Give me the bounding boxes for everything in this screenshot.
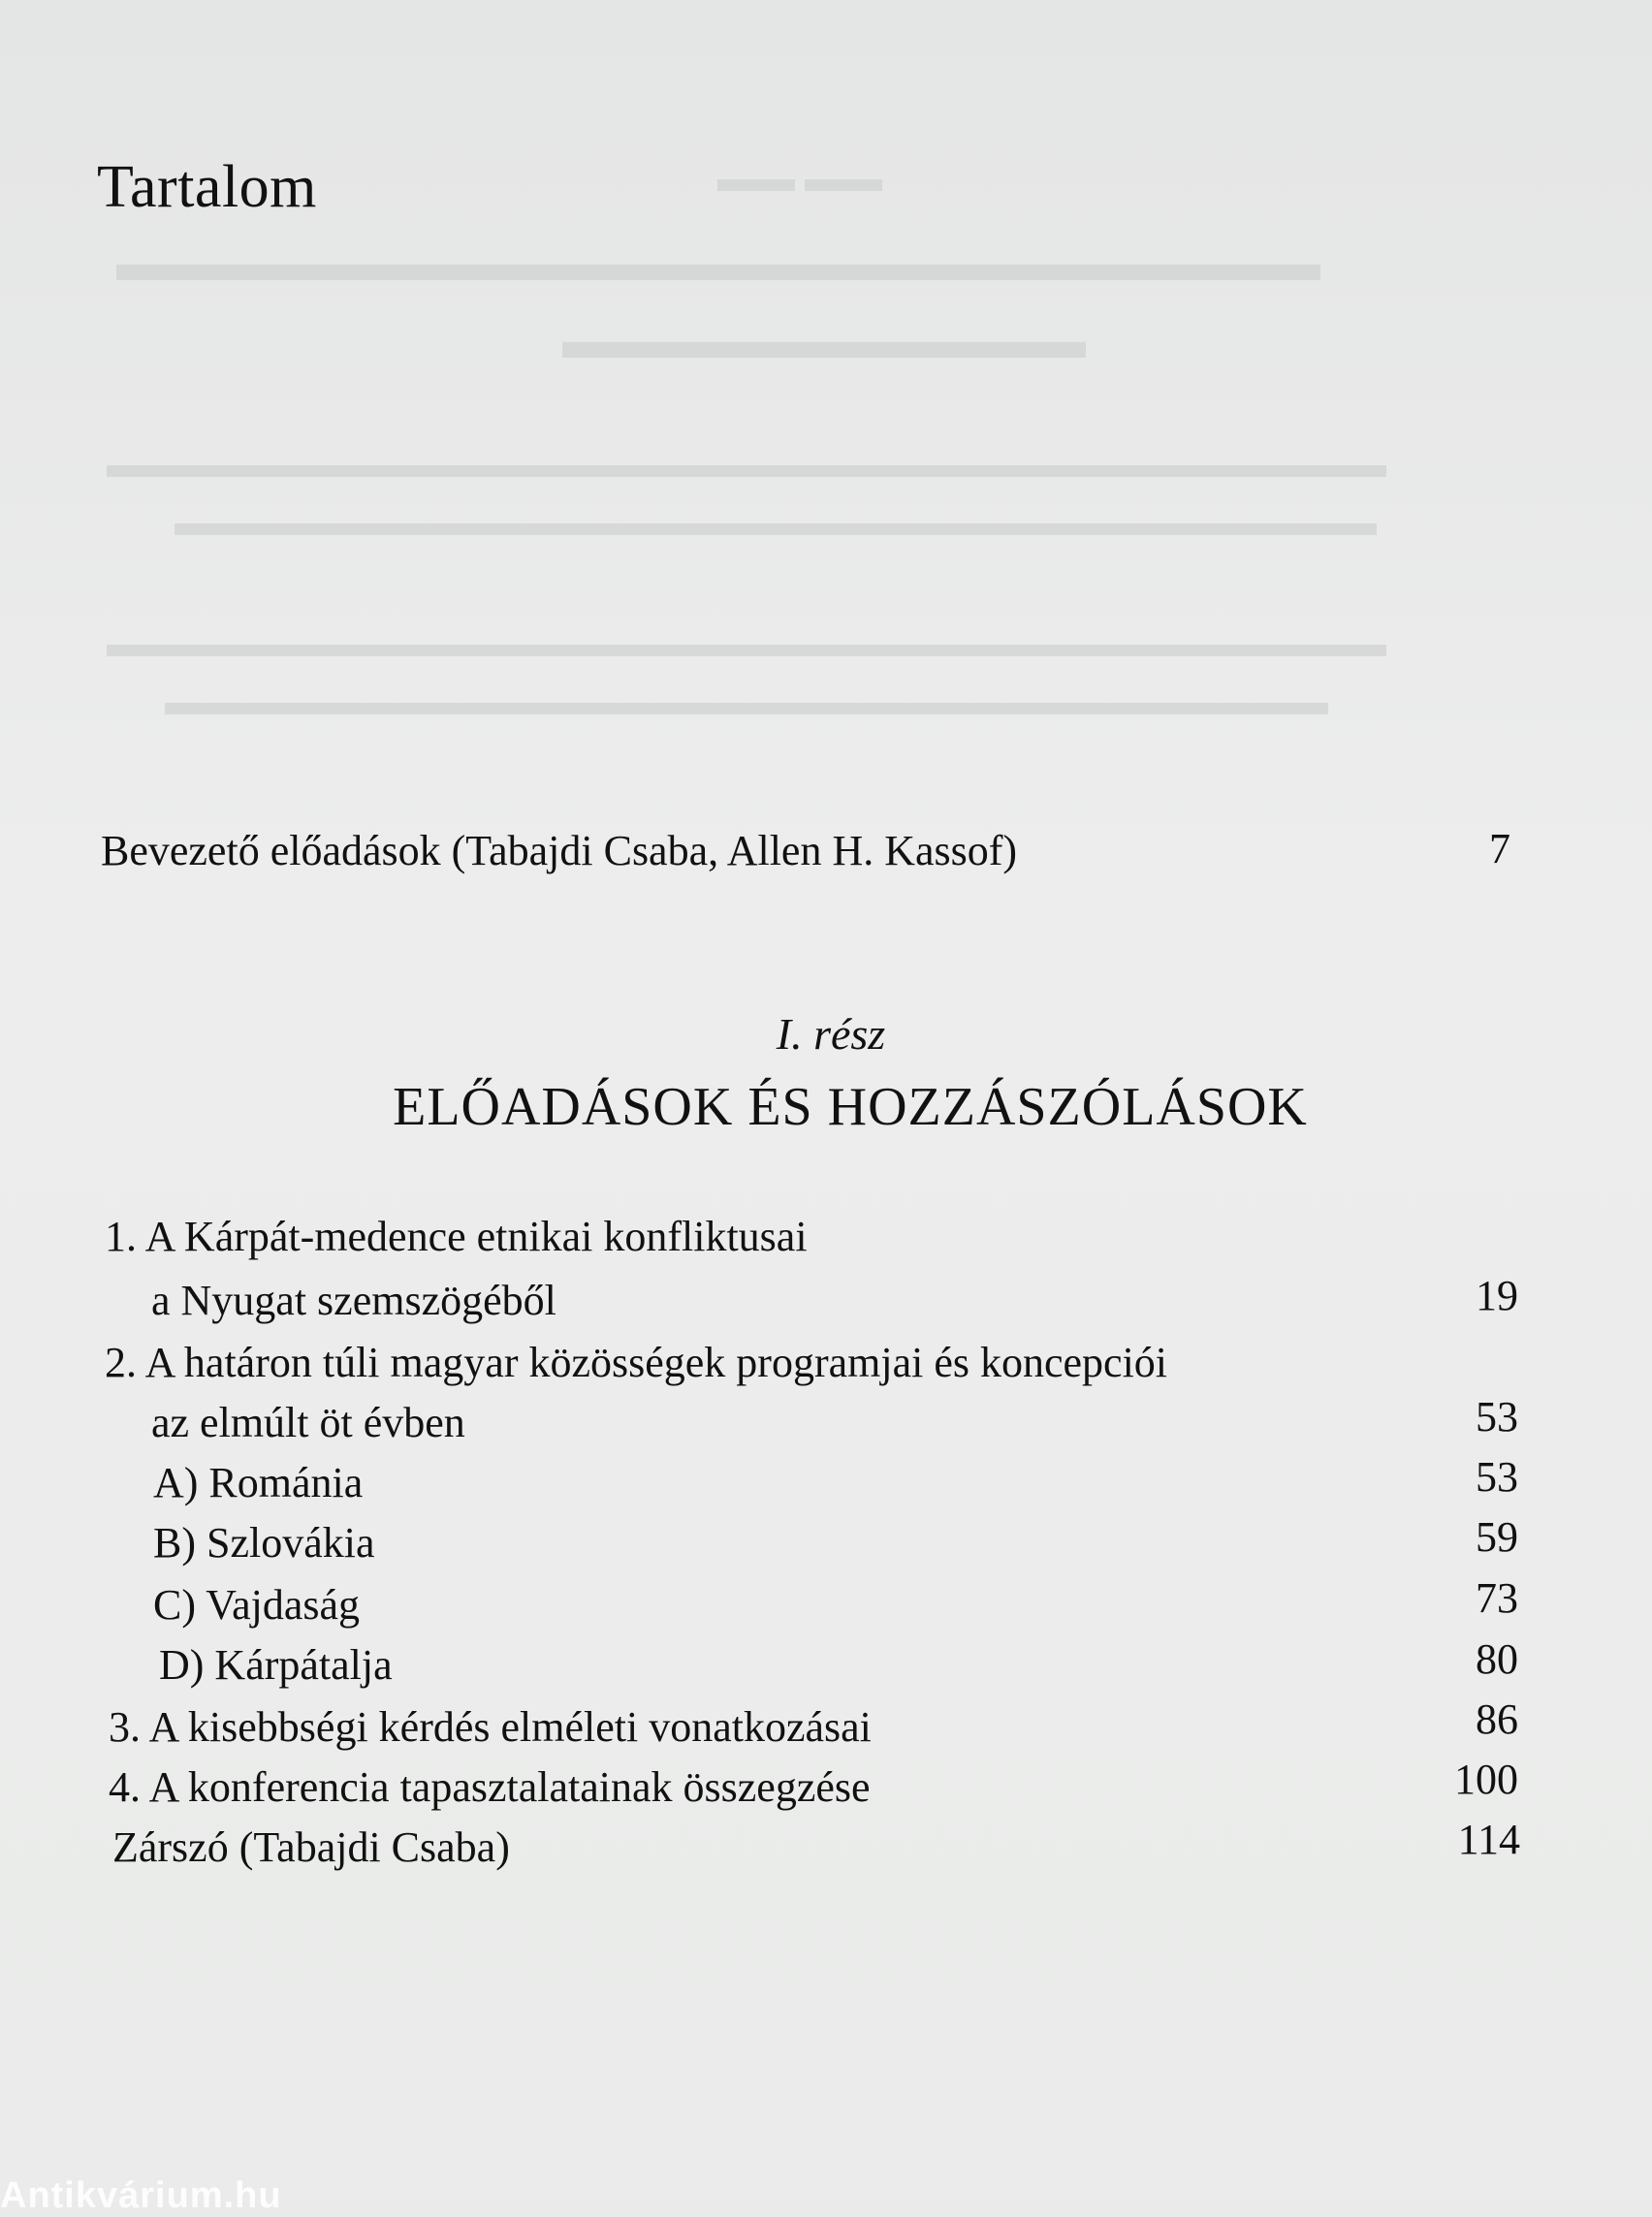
part-title: ELŐADÁSOK ÉS HOZZÁSZÓLÁSOK xyxy=(393,1077,1308,1137)
toc-entry-2-line-2: az elmúlt öt évben xyxy=(151,1399,465,1446)
toc-entry-1-line-2: a Nyugat szemszögéből xyxy=(151,1277,556,1324)
toc-entry-4: 4. A konferencia tapasztalatainak összegzése xyxy=(109,1763,871,1811)
toc-page-4: 100 xyxy=(1454,1756,1518,1803)
toc-page-c: 73 xyxy=(1476,1574,1518,1622)
toc-entry-closing: Zárszó (Tabajdi Csaba) xyxy=(112,1823,510,1871)
bleed-through: ▬▬▬▬▬▬▬▬▬▬▬▬▬▬▬▬▬▬▬▬▬▬▬ xyxy=(116,234,1320,292)
toc-page-d: 80 xyxy=(1476,1635,1518,1683)
toc-entry-3: 3. A kisebbségi kérdés elméleti vonatkozásai xyxy=(109,1703,872,1751)
toc-page-a: 53 xyxy=(1476,1453,1518,1501)
toc-page-intro: 7 xyxy=(1489,825,1510,872)
part-label: I. rész xyxy=(776,1009,886,1059)
toc-page-1: 19 xyxy=(1476,1272,1518,1319)
toc-subentry-a: A) Románia xyxy=(153,1459,364,1506)
bleed-through: ▬▬ ▬▬ xyxy=(717,156,882,200)
bleed-through: ▬▬▬▬▬▬▬▬▬▬▬▬▬▬▬▬▬▬▬▬▬▬▬▬▬▬▬▬▬▬▬▬▬ xyxy=(107,442,1386,486)
toc-subentry-b: B) Szlovákia xyxy=(153,1519,375,1567)
bleed-through: ▬▬▬▬▬▬▬▬▬▬▬▬▬▬▬▬▬▬▬▬▬▬▬▬▬▬▬▬▬▬ xyxy=(165,680,1328,723)
toc-subentry-c: C) Vajdaság xyxy=(153,1581,361,1629)
toc-page-2: 53 xyxy=(1476,1393,1518,1441)
toc-entry-1-line-1: 1. A Kárpát-medence etnikai konfliktusai xyxy=(105,1213,808,1260)
toc-page-b: 59 xyxy=(1476,1513,1518,1561)
toc-page-3: 86 xyxy=(1476,1695,1518,1743)
bleed-through: ▬▬▬▬▬▬▬▬▬▬ xyxy=(562,311,1086,369)
toc-page-closing: 114 xyxy=(1457,1816,1520,1863)
toc-entry-intro: Bevezető előadások (Tabajdi Csaba, Allen H. Kassof) xyxy=(101,827,1018,874)
page-title: Tartalom xyxy=(97,154,317,220)
bleed-through: ▬▬▬▬▬▬▬▬▬▬▬▬▬▬▬▬▬▬▬▬▬▬▬▬▬▬▬▬▬▬▬ xyxy=(175,500,1377,544)
watermark: Antikvárium.hu xyxy=(0,2175,282,2216)
toc-entry-2-line-1: 2. A határon túli magyar közösségek programjai és koncepciói xyxy=(105,1339,1168,1386)
toc-subentry-d: D) Kárpátalja xyxy=(159,1641,393,1689)
bleed-through: ▬▬▬▬▬▬▬▬▬▬▬▬▬▬▬▬▬▬▬▬▬▬▬▬▬▬▬▬▬▬▬▬▬ xyxy=(107,621,1386,665)
